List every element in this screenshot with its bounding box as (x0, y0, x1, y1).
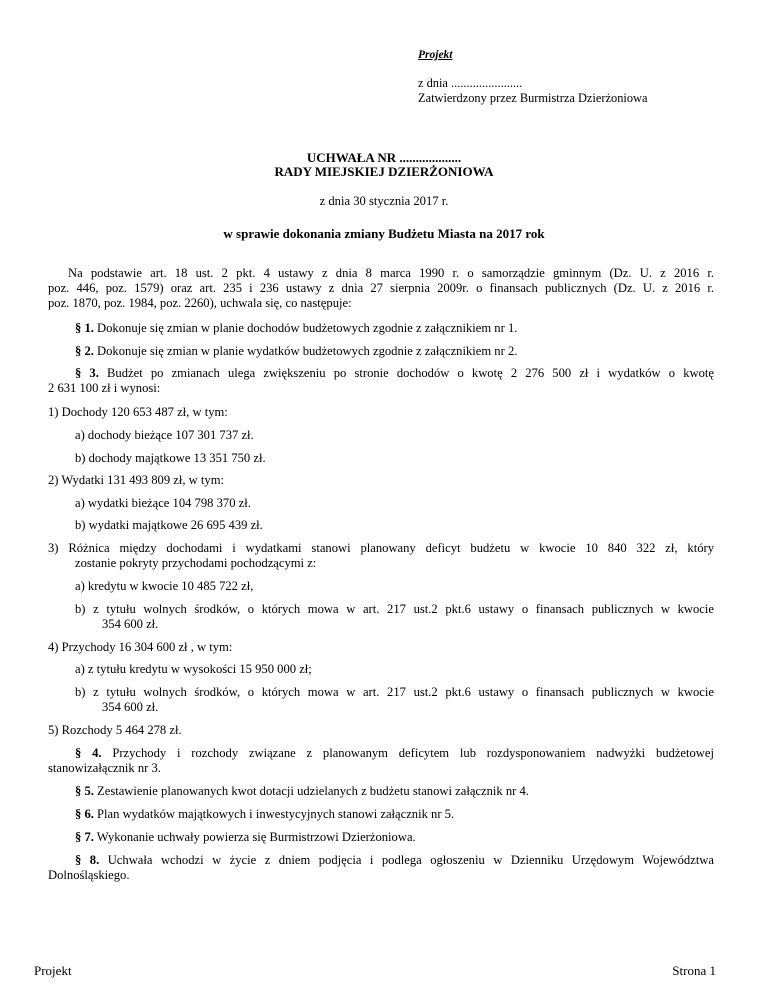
item-3b-line-1: b) z tytułu wolnych środków, o których mowa w art. 217 ust.2 pkt.6 ustawy o finansach publicznych w kwocie (75, 602, 714, 616)
section-2-number: § 2. (75, 344, 94, 358)
section-8-number: § 8. (75, 853, 100, 867)
section-4-number: § 4. (75, 746, 102, 760)
approved-line: Zatwierdzony przez Burmistrza Dzierżoniowa (418, 91, 648, 105)
section-4-text: Przychody i rozchody związane z planowanym deficytem lub rozdysponowaniem nadwyżki budżetowej (101, 746, 714, 760)
header-block (418, 48, 758, 106)
item-4b-line-2: 354 600 zł. (102, 700, 159, 714)
preamble-line-2: poz. 446, poz. 1579) oraz art. 235 i 236 ustawy z dnia 27 sierpnia 2009r. o finansach publicznych (Dz. U. z 2016 r. (48, 281, 714, 295)
section-2 (75, 344, 517, 359)
page-number: Strona 1 (672, 963, 716, 978)
item-1a: a) dochody bieżące 107 301 737 zł. (75, 428, 254, 442)
section-1 (75, 321, 517, 336)
item-2a: a) wydatki bieżące 104 798 370 zł. (75, 496, 251, 510)
project-label: Projekt (418, 49, 453, 61)
section-5-number: § 5. (75, 784, 94, 798)
date-line: z dnia ....................... (418, 76, 523, 90)
resolution-subject: w sprawie dokonania zmiany Budżetu Miasta na 2017 rok (223, 226, 545, 241)
resolution-number: UCHWAŁA NR ................... (306, 150, 462, 165)
section-7-number: § 7. (75, 830, 94, 844)
item-2: 2) Wydatki 131 493 809 zł, w tym: (48, 473, 225, 487)
item-1: 1) Dochody 120 653 487 zł, w tym: (48, 405, 228, 419)
item-3b-line-2: 354 600 zł. (102, 617, 159, 631)
item-2b: b) wydatki majątkowe 26 695 439 zł. (75, 518, 263, 532)
footer-project-label: Projekt (34, 963, 72, 978)
resolution-date: z dnia 30 stycznia 2017 r. (319, 194, 449, 208)
preamble-line-1: Na podstawie art. 18 ust. 2 pkt. 4 ustawy z dnia 8 marca 1990 r. o samorządzie gminnym (Dz. U. z 2016 r. (68, 266, 714, 280)
item-4: 4) Przychody 16 304 600 zł , w tym: (48, 640, 233, 654)
section-1-number: § 1. (75, 321, 94, 335)
section-3-line-1 (75, 366, 714, 381)
section-2-text: Dokonuje się zmian w planie wydatków budżetowych zgodnie z załącznikiem nr 2. (93, 344, 518, 358)
section-4-line-2: stanowizałącznik nr 3. (48, 761, 161, 775)
section-6-text: Plan wydatków majątkowych i inwestycyjnych stanowi załącznik nr 5. (93, 807, 455, 821)
item-5: 5) Rozchody 5 464 278 zł. (48, 723, 182, 737)
section-5-text: Zestawienie planowanych kwot dotacji udzielanych z budżetu stanowi załącznik nr 4. (93, 784, 529, 798)
section-7-text: Wykonanie uchwały powierza się Burmistrzowi Dzierżoniowa. (93, 830, 416, 844)
section-6-number: § 6. (75, 807, 94, 821)
section-5 (75, 784, 529, 799)
section-8-text: Uchwała wchodzi w życie z dniem podjęcia i podlega ogłoszeniu w Dzienniku Urzędowym Województwa (99, 853, 714, 867)
section-4-line-1 (75, 746, 714, 761)
preamble-line-3: poz. 1870, poz. 1984, poz. 2260), uchwala się, co następuje: (48, 296, 352, 310)
item-4b-line-1: b) z tytułu wolnych środków, o których mowa w art. 217 ust.2 pkt.6 ustawy o finansach publicznych w kwocie (75, 685, 714, 699)
section-8-line-2: Dolnośląskiego. (48, 868, 130, 882)
item-3a: a) kredytu w kwocie 10 485 722 zł, (75, 579, 254, 593)
item-3-line-2: zostanie pokryty przychodami pochodzącymi z: (75, 556, 317, 570)
section-3-text: Budżet po zmianach ulega zwiększeniu po stronie dochodów o kwotę 2 276 500 zł i wydatków o kwotę (98, 366, 714, 380)
item-1b: b) dochody majątkowe 13 351 750 zł. (75, 451, 266, 465)
section-6 (75, 807, 454, 822)
section-1-text: Dokonuje się zmian w planie dochodów budżetowych zgodnie z załącznikiem nr 1. (93, 321, 518, 335)
item-3-line-1: 3) Różnica między dochodami i wydatkami stanowi planowany deficyt budżetu w kwocie 10 840 322 zł, który (48, 541, 714, 555)
council-name: RADY MIEJSKIEJ DZIERŻONIOWA (274, 164, 494, 179)
section-3-line-2: 2 631 100 zł i wynosi: (48, 381, 161, 395)
item-4a: a) z tytułu kredytu w wysokości 15 950 000 zł; (75, 662, 312, 676)
section-8-line-1 (75, 853, 714, 868)
section-3-number: § 3. (75, 366, 99, 380)
section-7 (75, 830, 416, 845)
